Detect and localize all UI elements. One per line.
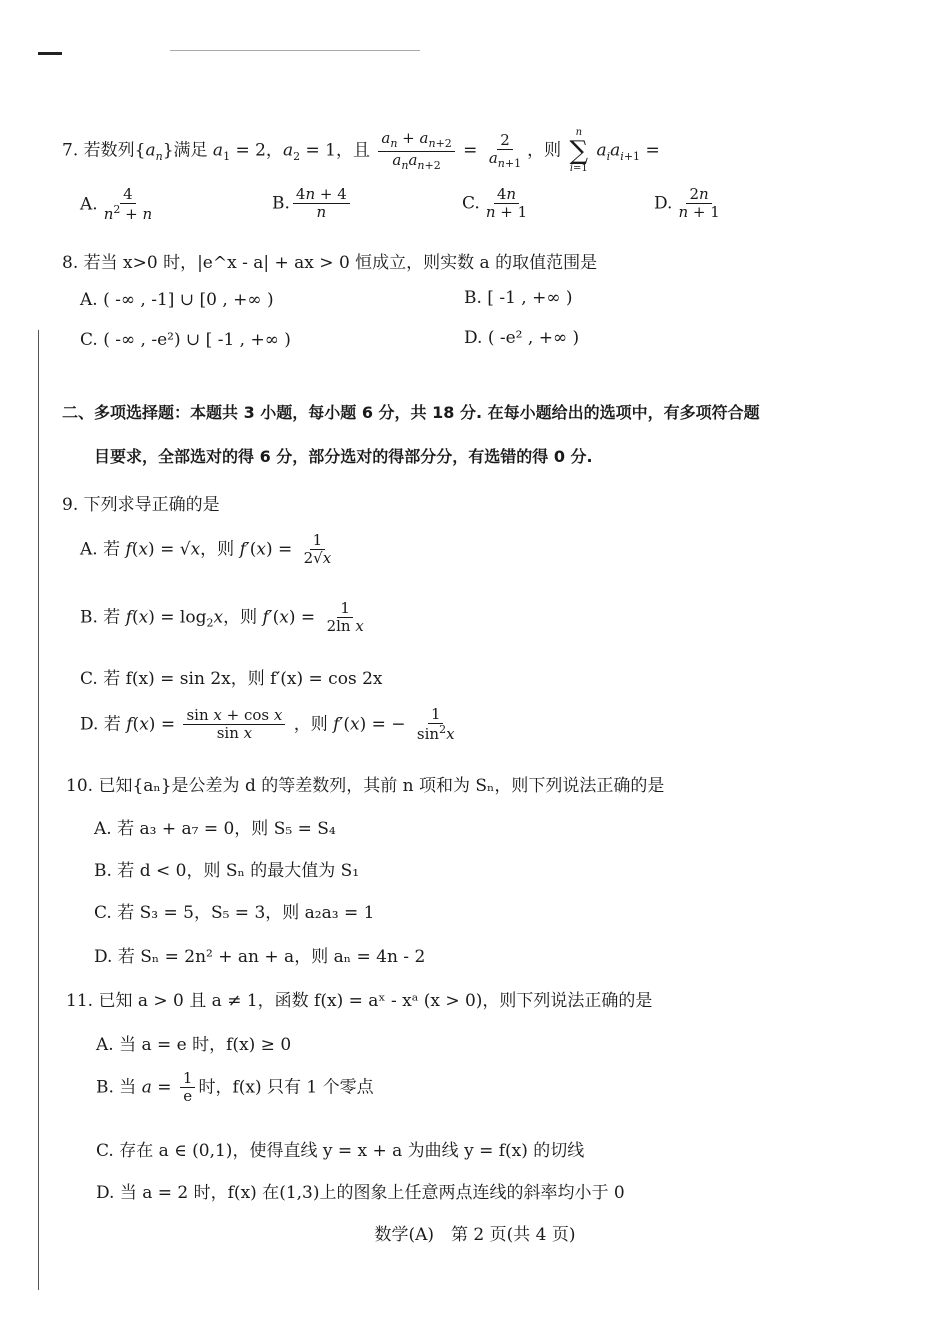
scan-mark (38, 52, 62, 55)
q7-option-c: C. $\frac{4n}{n + 1}$ (462, 185, 528, 222)
question-10-stem: 10. 已知{aₙ}是公差为 d 的等差数列，其前 n 项和为 Sₙ，则下列说法正确的是 (66, 776, 665, 796)
section-2-heading: 二、多项选择题：本题共 3 小题，每小题 6 分，共 18 分. 在每小题给出的选项中，有多项符合题 (62, 403, 760, 422)
q9-option-c: C. 若 f(x) = sin 2x，则 f′(x) = cos 2x (80, 669, 383, 689)
q8-option-a: A. ( -∞ , -1] ∪ [0 , +∞ ) (80, 290, 274, 310)
q9-option-a: A. 若 f(x) = √x，则 f′(x) = $\frac{1}{2√x}$ (80, 531, 332, 568)
q11-option-c: C. 存在 a ∈ (0,1)，使得直线 y = x + a 为曲线 y = f(x) 的切线 (96, 1141, 585, 1161)
q10-option-c: C. 若 S₃ = 5，S₅ = 3，则 a₂a₃ = 1 (94, 903, 375, 923)
q10-option-b: B. 若 d < 0，则 Sₙ 的最大值为 S₁ (94, 861, 360, 881)
scan-mark (170, 50, 420, 51)
q8-option-d: D. ( -e² , +∞ ) (464, 328, 580, 348)
q11-option-b: B. 当 a = $\frac{1}{e}$ 时，f(x) 只有 1 个零点 (96, 1069, 374, 1106)
q10-option-d: D. 若 Sₙ = 2n² + an + a，则 aₙ = 4n - 2 (94, 947, 426, 967)
q9-option-b: B. 若 $f(x) = \log_2x$，则 f′(x) = $\frac{1}{\text{2ln x}}$ (80, 599, 364, 636)
q8-option-c: C. ( -∞ , -e²) ∪ [ -1 , +∞ ) (80, 330, 291, 350)
q11-option-d: D. 当 a = 2 时，f(x) 在(1,3)上的图象上任意两点连线的斜率均小于 0 (96, 1183, 625, 1203)
question-7-stem: 7. 若数列$\{a_n\}$满足 $a_1 = 2$，$a_2 = 1$，且 $\frac{a_n + a_{n+2}}{a_na_{n+2}}$ = $\frac{2}{a_{n+1}}$ ，则 n ∑ i=1 $a_ia_{i+1}$ = (62, 127, 660, 174)
q8-option-b: B. [ -1 , +∞ ) (464, 288, 573, 308)
question-9-stem: 9. 下列求导正确的是 (62, 495, 220, 515)
page-footer: 数学(A) 第 2 页(共 4 页) (374, 1225, 576, 1245)
question-11-stem: 11. 已知 a > 0 且 a ≠ 1，函数 f(x) = aˣ - xᵃ (x > 0)，则下列说法正确的是 (66, 991, 653, 1011)
q11-option-a: A. 当 a = e 时，f(x) ≥ 0 (96, 1035, 292, 1055)
page-margin-rule (38, 330, 39, 1290)
q9-option-d: D. 若 f(x) = $\frac{\text{sin x + cos x}}{\text{sin x}}$ ，则 f′(x) = − $\frac{1}{\sin^2x}$ (80, 705, 455, 744)
question-8-stem: 8. 若当 x>0 时，|e^x - a| + ax > 0 恒成立，则实数 a 的取值范围是 (62, 253, 598, 273)
q10-option-a: A. 若 a₃ + a₇ = 0，则 S₅ = S₄ (94, 819, 336, 839)
q7-option-d: D. $\frac{2n}{n + 1}$ (654, 185, 720, 222)
q7-option-a: A. $\frac{4}{n^2 + n}$ (80, 185, 153, 224)
section-2-instructions: 目要求，全部选对的得 6 分，部分选对的得部分分，有选错的得 0 分. (94, 447, 593, 466)
q7-option-b: B. $\frac{4n + 4}{n}$ (272, 186, 353, 222)
